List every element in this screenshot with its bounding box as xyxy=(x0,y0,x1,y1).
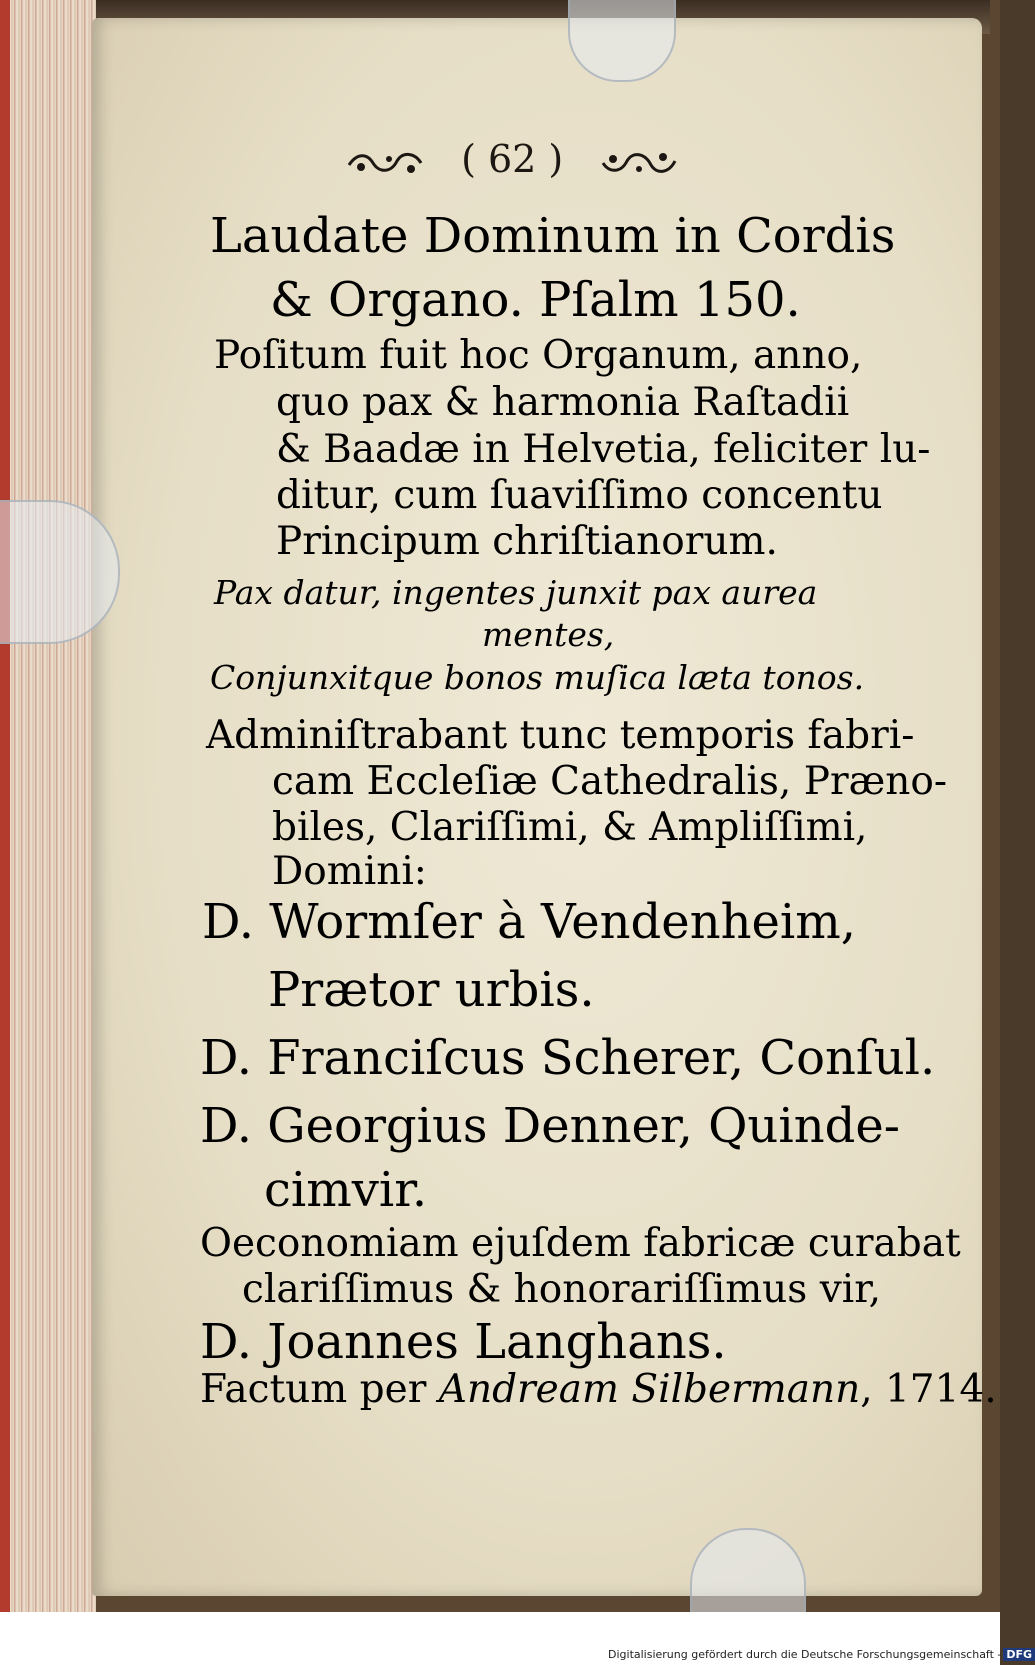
name-line-5: cimvir. xyxy=(264,1162,428,1218)
verse-line-1: Pax datur, ingentes junxit pax aurea xyxy=(214,573,818,612)
paragraph2-line-2: cam Eccleſiæ Cathedralis, Præno- xyxy=(272,759,948,804)
digitization-credit xyxy=(608,1648,1035,1661)
verse-line-2: mentes, xyxy=(482,615,615,654)
book-page-edges xyxy=(0,0,96,1612)
paragraph1-line-2: quo pax & harmonia Raſtadii xyxy=(276,380,850,425)
right-ornament-icon xyxy=(599,147,679,179)
page-number: ( 62 ) xyxy=(461,137,564,181)
paragraph1-line-3: & Baadæ in Helvetia, feliciter lu- xyxy=(276,427,931,472)
paragraph3-line-3: D. Joannes Langhans. xyxy=(200,1314,727,1370)
paragraph3-line-1: Oeconomiam ejuſdem fabricæ curabat xyxy=(200,1221,961,1266)
paragraph1-line-5: Principum chriſtianorum. xyxy=(276,519,778,564)
closing-name: Andream Silbermann xyxy=(438,1367,861,1412)
name-line-1: D. Wormſer à Vendenheim, xyxy=(202,894,857,950)
name-line-2: Prætor urbis. xyxy=(268,962,595,1018)
paragraph2-line-1: Adminiſtrabant tunc temporis fabri- xyxy=(206,713,915,758)
dfg-logo: DFG xyxy=(1003,1648,1035,1661)
paragraph2-line-4: Domini: xyxy=(272,849,427,894)
paragraph2-line-3: biles, Clariſſimi, & Ampliſſimi, xyxy=(272,805,868,850)
credit-text: Digitalisierung gefördert durch die Deutsche Forschungsgemeinschaft - xyxy=(608,1648,1002,1661)
closing-line xyxy=(200,1367,997,1412)
left-ornament-icon xyxy=(345,147,425,179)
name-line-4: D. Georgius Denner, Quinde- xyxy=(200,1098,900,1154)
verse-line-3: Conjunxitque bonos muſica læta tonos. xyxy=(210,658,865,697)
paragraph3-line-2: clariſſimus & honorariſſimus vir, xyxy=(242,1267,881,1312)
closing-prefix: Factum per xyxy=(200,1367,427,1412)
book-page xyxy=(92,18,997,1596)
heading-line-1: Laudate Dominum in Cordis xyxy=(210,208,896,264)
name-line-3: D. Franciſcus Scherer, Conſul. xyxy=(200,1030,936,1086)
paragraph1-line-1: Poſitum fuit hoc Organum, anno, xyxy=(214,333,863,378)
page-header xyxy=(345,137,679,181)
heading-line-2: & Organo. Pſalm 150. xyxy=(270,272,801,328)
closing-suffix: , 1714. xyxy=(860,1367,997,1412)
paragraph1-line-4: ditur, cum ſuaviſſimo concentu xyxy=(276,473,883,518)
